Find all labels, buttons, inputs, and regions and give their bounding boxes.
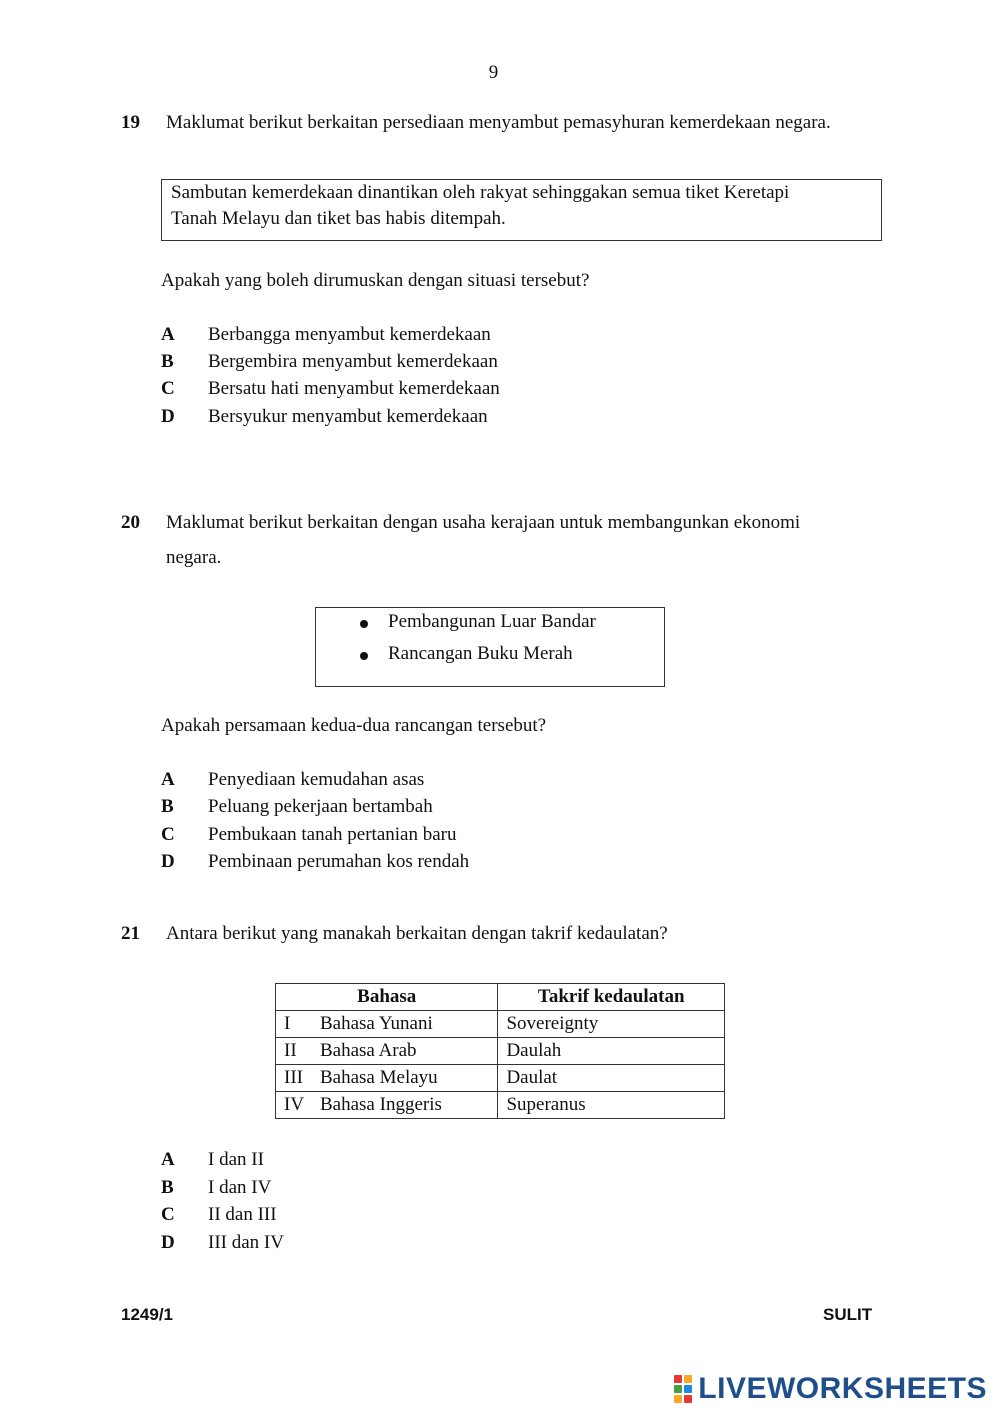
- roman-numeral: IV: [284, 1094, 305, 1115]
- liveworksheets-mark-icon: [674, 1375, 692, 1403]
- liveworksheets-logo[interactable]: [674, 1372, 987, 1406]
- q20-option-c-letter: C: [161, 824, 175, 845]
- q21-option-c-text[interactable]: II dan III: [208, 1204, 277, 1225]
- q19-option-b-letter: B: [161, 351, 174, 372]
- q21-option-d-letter: D: [161, 1232, 175, 1253]
- table-row: [276, 1065, 725, 1092]
- roman-numeral: I: [284, 1013, 291, 1034]
- sulit-label: SULIT: [823, 1305, 873, 1324]
- bahasa-name: Bahasa Arab: [320, 1040, 417, 1061]
- roman-numeral: II: [284, 1040, 297, 1061]
- question-19-info-box: [161, 179, 882, 241]
- question-19-number: 19: [121, 112, 140, 133]
- question-20-stem-line-2: negara.: [166, 547, 222, 568]
- bahasa-cell: [276, 1011, 498, 1038]
- question-19-stem: Maklumat berikut berkaitan persediaan menyambut pemasyhuran kemerdekaan negara.: [166, 112, 831, 133]
- q21-option-a-letter: A: [161, 1149, 175, 1170]
- q19-option-d-letter: D: [161, 406, 175, 427]
- question-20-stem-line-1: Maklumat berikut berkaitan dengan usaha kerajaan untuk membangunkan ekonomi: [166, 512, 801, 533]
- bullet-icon: [360, 652, 368, 660]
- bahasa-name: Bahasa Melayu: [320, 1067, 438, 1088]
- q20-option-d-text[interactable]: Pembinaan perumahan kos rendah: [208, 851, 470, 872]
- q21-option-b-text[interactable]: I dan IV: [208, 1177, 272, 1198]
- bahasa-name: Bahasa Yunani: [320, 1013, 433, 1034]
- q21-option-d-text[interactable]: III dan IV: [208, 1232, 284, 1253]
- page-number: 9: [488, 62, 499, 83]
- roman-numeral: III: [284, 1067, 303, 1088]
- q20-option-b-letter: B: [161, 796, 174, 817]
- q19-option-a-text[interactable]: Berbangga menyambut kemerdekaan: [208, 324, 491, 345]
- q21-option-a-text[interactable]: I dan II: [208, 1149, 264, 1170]
- question-21-stem: Antara berikut yang manakah berkaitan dengan takrif kedaulatan?: [166, 923, 668, 944]
- q19-option-a-letter: A: [161, 324, 175, 345]
- liveworksheets-wordmark: LIVEWORKSHEETS: [698, 1372, 987, 1405]
- q20-option-c-text[interactable]: Pembukaan tanah pertanian baru: [208, 824, 457, 845]
- table-row: [276, 1011, 725, 1038]
- takrif-cell: Daulat: [498, 1065, 725, 1092]
- question-20-prompt: Apakah persamaan kedua-dua rancangan tersebut?: [161, 715, 547, 736]
- paper-code: 1249/1: [121, 1305, 173, 1324]
- info-bullet-1: Pembangunan Luar Bandar: [388, 611, 596, 632]
- header-bahasa: Bahasa: [276, 984, 498, 1011]
- question-19-prompt: Apakah yang boleh dirumuskan dengan situasi tersebut?: [161, 270, 590, 291]
- bahasa-cell: [276, 1065, 498, 1092]
- info-box-line-1: Sambutan kemerdekaan dinantikan oleh rakyat sehinggakan semua tiket Keretapi: [171, 182, 790, 203]
- bahasa-cell: [276, 1038, 498, 1065]
- table-row: [276, 1092, 725, 1119]
- question-20-info-box: [315, 607, 665, 687]
- question-20-number: 20: [121, 512, 140, 533]
- q20-option-a-letter: A: [161, 769, 175, 790]
- header-takrif: Takrif kedaulatan: [498, 984, 725, 1011]
- takrif-cell: Sovereignty: [498, 1011, 725, 1038]
- definition-table: [275, 983, 725, 1119]
- q20-option-a-text[interactable]: Penyediaan kemudahan asas: [208, 769, 425, 790]
- q20-option-d-letter: D: [161, 851, 175, 872]
- question-21-number: 21: [121, 923, 140, 944]
- takrif-cell: Superanus: [498, 1092, 725, 1119]
- q20-option-b-text[interactable]: Peluang pekerjaan bertambah: [208, 796, 433, 817]
- bahasa-cell: [276, 1092, 498, 1119]
- info-box-line-2: Tanah Melayu dan tiket bas habis ditempah.: [171, 208, 506, 229]
- takrif-cell: Daulah: [498, 1038, 725, 1065]
- table-row: [276, 1038, 725, 1065]
- q21-option-b-letter: B: [161, 1177, 174, 1198]
- bahasa-name: Bahasa Inggeris: [320, 1094, 442, 1115]
- q19-option-c-letter: C: [161, 378, 175, 399]
- q19-option-c-text[interactable]: Bersatu hati menyambut kemerdekaan: [208, 378, 500, 399]
- info-bullet-2: Rancangan Buku Merah: [388, 643, 573, 664]
- bullet-icon: [360, 620, 368, 628]
- q19-option-d-text[interactable]: Bersyukur menyambut kemerdekaan: [208, 406, 488, 427]
- q19-option-b-text[interactable]: Bergembira menyambut kemerdekaan: [208, 351, 498, 372]
- table-header-row: [276, 984, 725, 1011]
- q21-option-c-letter: C: [161, 1204, 175, 1225]
